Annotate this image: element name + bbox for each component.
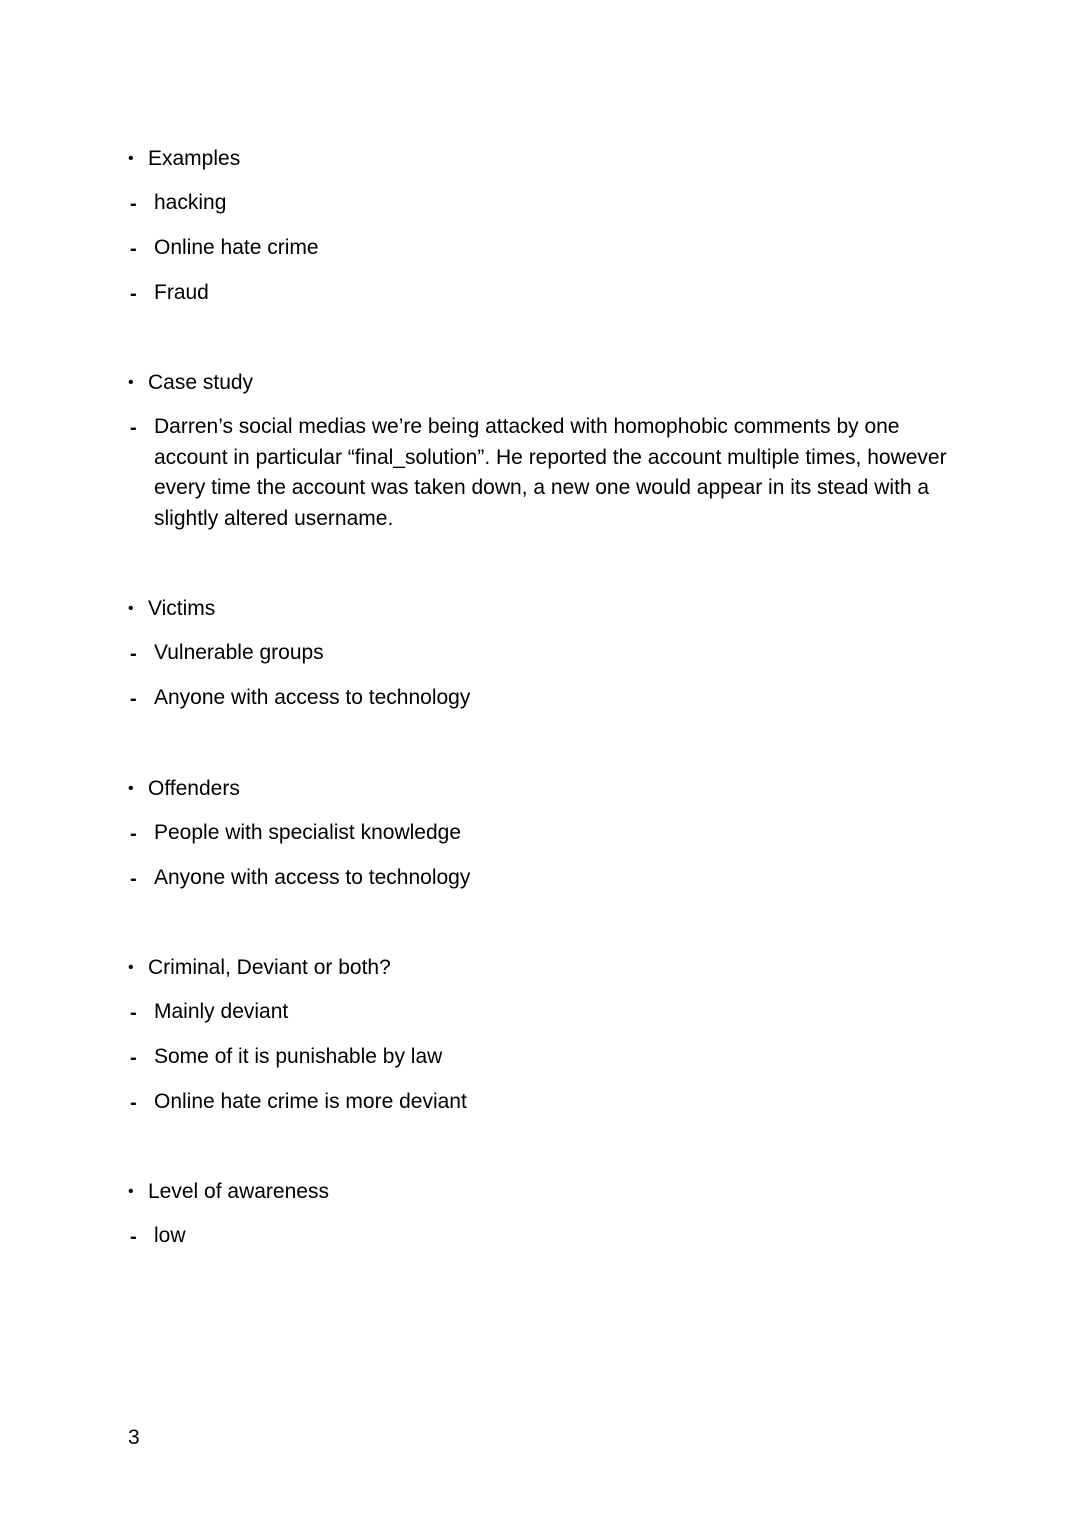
bullet-icon: • — [128, 780, 134, 797]
dash-icon: - — [130, 238, 137, 260]
heading-text: Criminal, Deviant or both? — [148, 956, 391, 979]
list-item — [0, 1044, 1080, 1089]
list-item-text: Anyone with access to technology — [154, 866, 471, 889]
bullet-icon: • — [128, 150, 134, 167]
list-item — [0, 1089, 1080, 1134]
section-level-of-awareness — [0, 1178, 1080, 1268]
list-item-text: Online hate crime is more deviant — [154, 1090, 467, 1113]
section-case-study — [0, 369, 1080, 534]
section-offenders — [0, 775, 1080, 910]
list-item — [0, 685, 1080, 730]
list-item — [0, 1223, 1080, 1268]
list-item — [0, 640, 1080, 685]
dash-icon: - — [130, 1002, 137, 1024]
list-item-text: Darren’s social medias we’re being attacked with homophobic comments by one account in particular “final_solution”. He reported the account multiple times, however every time the account was taken down, a new one would appear in its stead with a slightly altered username. — [154, 415, 947, 530]
list-item-text: People with specialist knowledge — [154, 821, 462, 844]
bullet-icon: • — [128, 1183, 134, 1200]
list-item — [0, 820, 1080, 865]
list-item — [0, 235, 1080, 280]
dash-icon: - — [130, 823, 137, 845]
bullet-icon: • — [128, 374, 134, 391]
section-victims — [0, 595, 1080, 730]
list-item-text: Online hate crime — [154, 236, 319, 259]
dash-icon: - — [130, 417, 137, 439]
section-heading — [0, 1178, 1080, 1223]
list-item-text: low — [154, 1224, 186, 1247]
list-item — [0, 280, 1080, 325]
dash-icon: - — [130, 283, 137, 305]
section-heading — [0, 145, 1080, 190]
list-item — [0, 999, 1080, 1044]
list-item — [0, 414, 1080, 534]
list-item-text: Fraud — [154, 281, 209, 304]
page-number: 3 — [128, 1426, 140, 1449]
heading-text: Case study — [148, 371, 254, 394]
section-heading — [0, 595, 1080, 640]
bullet-icon: • — [128, 600, 134, 617]
list-item-text: Some of it is punishable by law — [154, 1045, 443, 1068]
section-heading — [0, 954, 1080, 999]
heading-text: Victims — [148, 597, 216, 620]
heading-text: Examples — [148, 147, 241, 170]
dash-icon: - — [130, 1092, 137, 1114]
section-examples — [0, 145, 1080, 325]
heading-text: Offenders — [148, 777, 240, 800]
section-heading — [0, 775, 1080, 820]
dash-icon: - — [130, 1047, 137, 1069]
list-item-text: Vulnerable groups — [154, 641, 324, 664]
list-item — [0, 865, 1080, 910]
dash-icon: - — [130, 193, 137, 215]
section-heading — [0, 369, 1080, 414]
list-item-text: Anyone with access to technology — [154, 686, 471, 709]
list-item-text: Mainly deviant — [154, 1000, 289, 1023]
heading-text: Level of awareness — [148, 1180, 329, 1203]
list-item-text: hacking — [154, 191, 227, 214]
bullet-icon: • — [128, 959, 134, 976]
list-item — [0, 190, 1080, 235]
dash-icon: - — [130, 688, 137, 710]
dash-icon: - — [130, 643, 137, 665]
dash-icon: - — [130, 1226, 137, 1248]
section-criminal-deviant — [0, 954, 1080, 1134]
dash-icon: - — [130, 868, 137, 890]
